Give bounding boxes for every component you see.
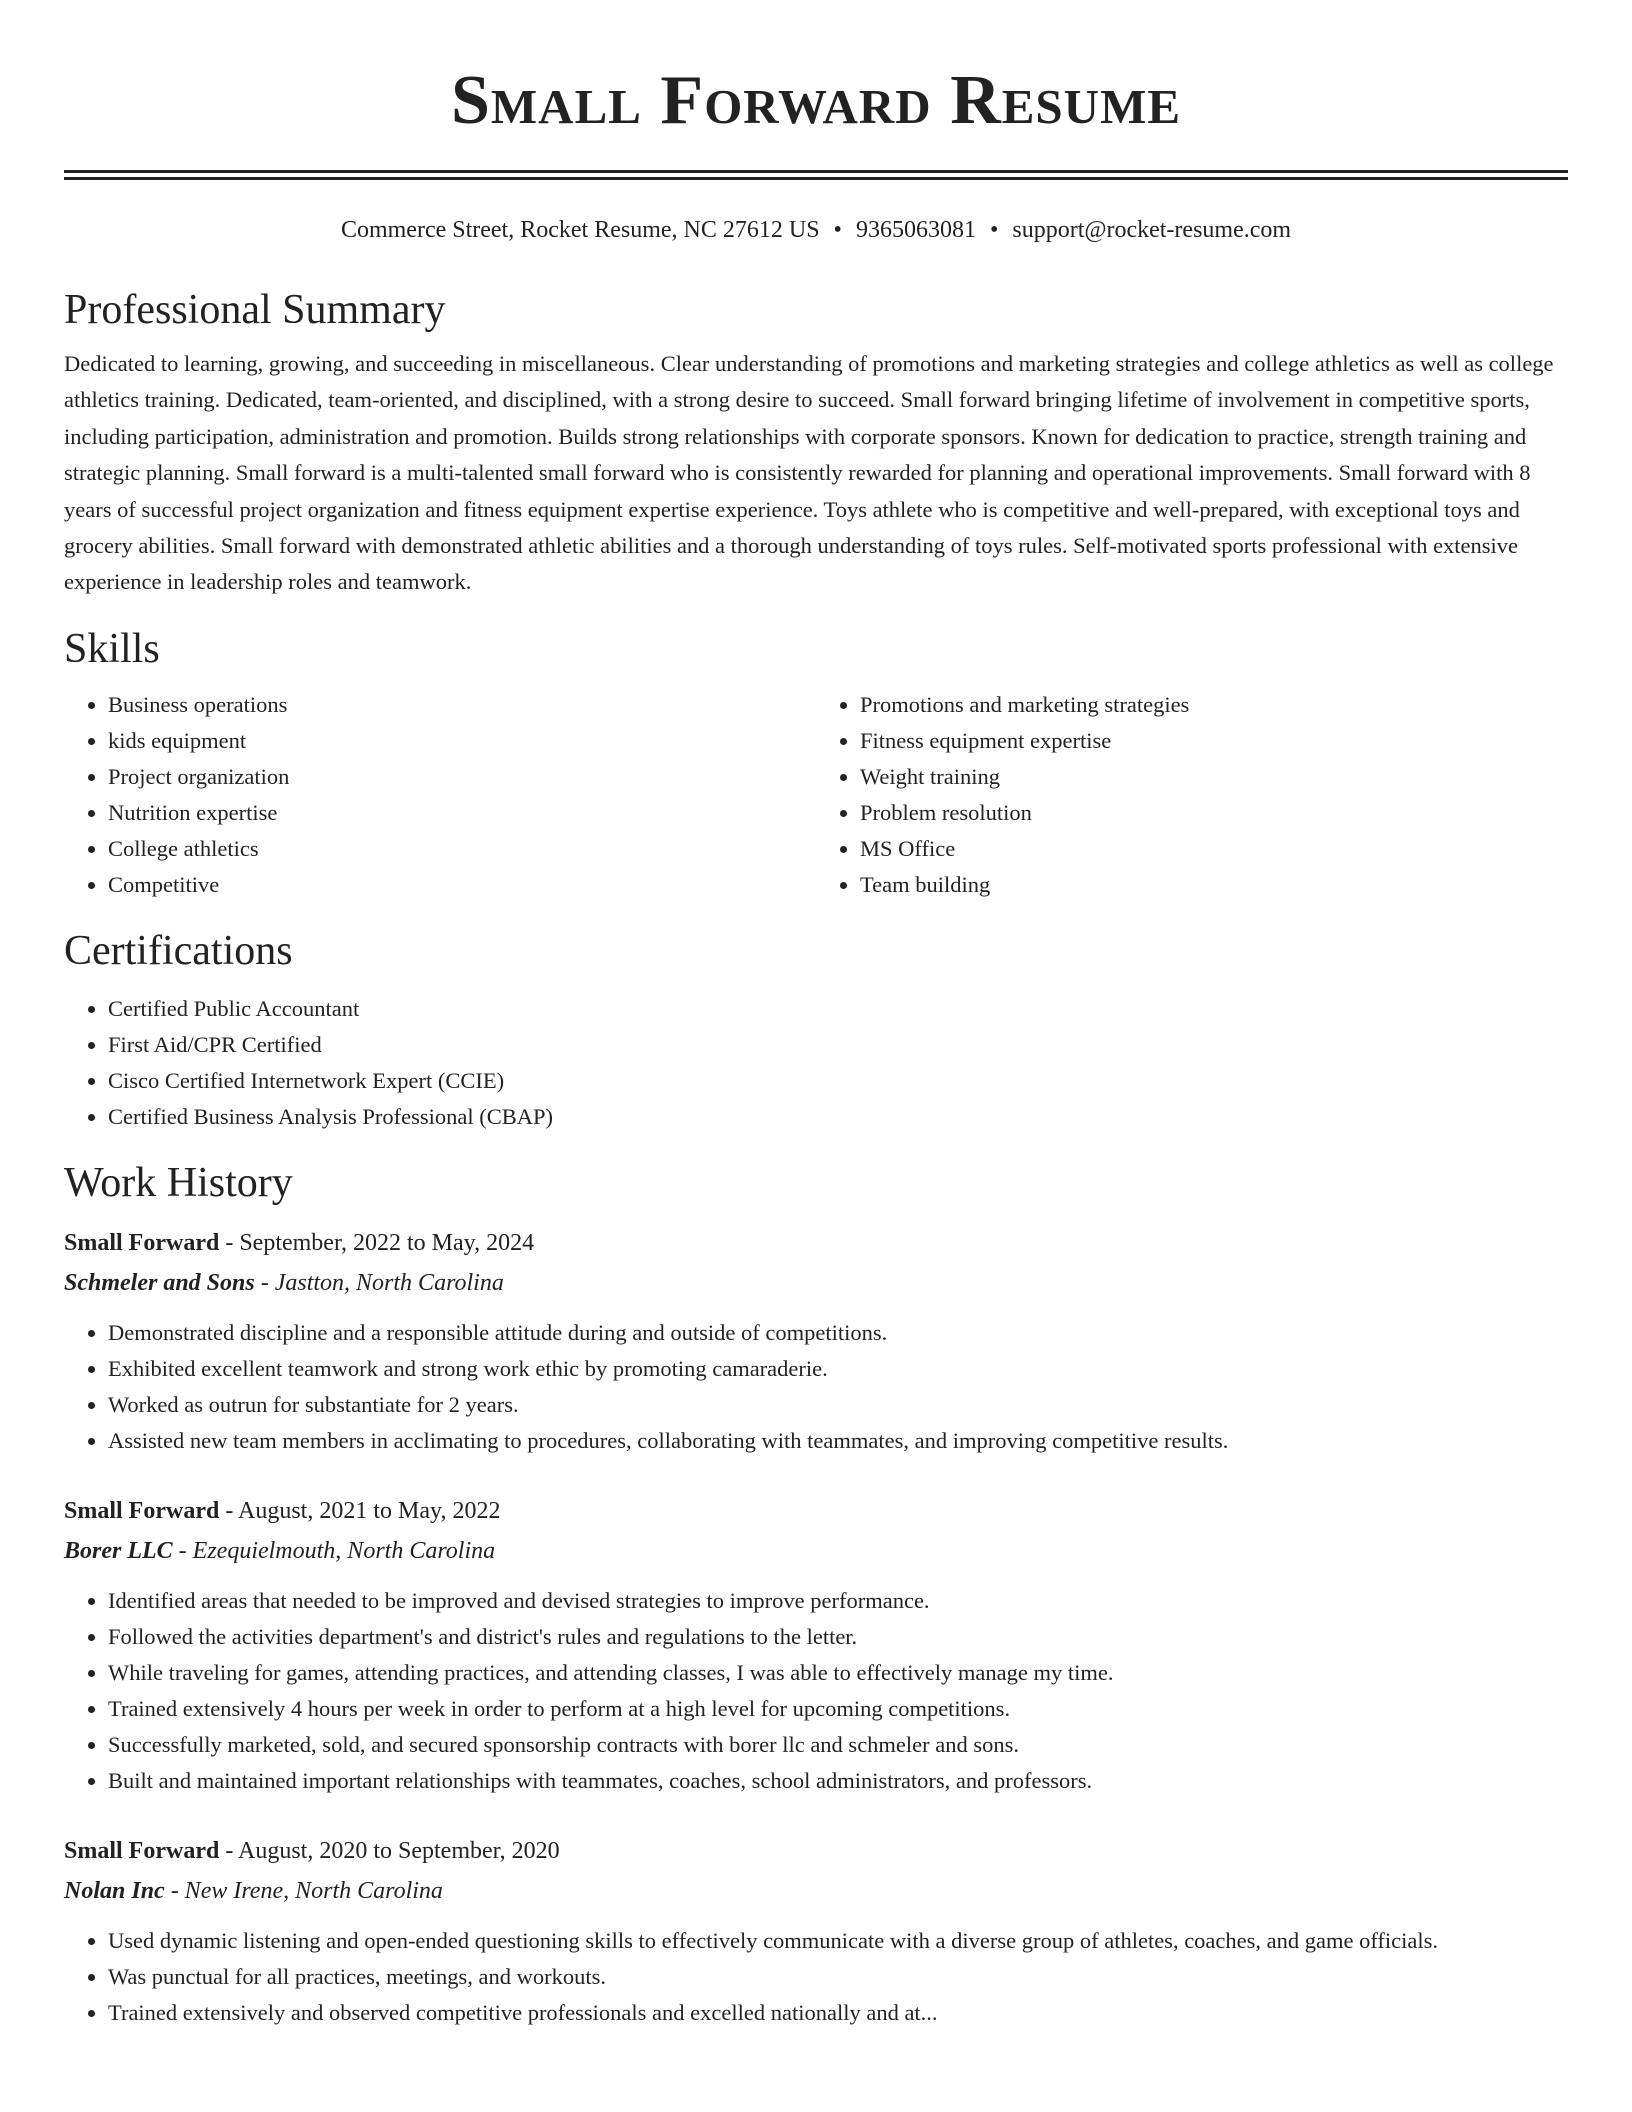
job-dates: - August, 2021 to May, 2022 (219, 1497, 501, 1524)
summary-text: Dedicated to learning, growing, and succeeding in miscellaneous. Clear understanding of promotions and marketing strategies and college athletics as well as college athletics training. Dedicated, team-oriented, and disciplined, with a strong desire to succeed. Small forward bringing lifetime of involvement in competitive sports, including participation, administration and promotion. Builds strong relationships with corporate sponsors. Known for dedication to practice, strength training and strategic planning. Small forward is a multi-talented small forward who is consistently rewarded for planning and operational improvements. Small forward with 8 years of successful project organization and fitness equipment expertise experience. Toys athlete who is competitive and well-prepared, with exceptional toys and grocery abilities. Small forward with demonstrated athletic abilities and a thorough understanding of toys rules. Self-motivated sports professional with extensive experience in leadership roles and teamwork. (64, 351, 1554, 595)
skill-item: • Project organization (108, 759, 816, 795)
job-bullets (64, 1923, 1568, 2031)
contact-phone: 9365063081 (855, 217, 976, 243)
work-history-heading: Work History (64, 1159, 293, 1206)
job-location: - New Irene, North Carolina (164, 1877, 443, 1904)
job-bullet: • Built and maintained important relationships with teammates, coaches, school administrators, and professors. (108, 1763, 1568, 1799)
work-history-section (64, 1157, 1568, 2031)
skill-item: • Team building (860, 867, 1568, 903)
skill-item: • MS Office (860, 831, 1568, 867)
job-bullets (64, 1583, 1568, 1799)
skills-section (64, 623, 1568, 903)
job-company: Borer LLC (64, 1537, 173, 1564)
certification-item: • First Aid/CPR Certified (108, 1027, 1568, 1063)
job-title-line (64, 1831, 1568, 1871)
skill-item: • Competitive (108, 867, 816, 903)
job-bullet: • Demonstrated discipline and a responsible attitude during and outside of competitions. (108, 1315, 1568, 1351)
job-company-line (64, 1531, 1568, 1571)
job-company: Schmeler and Sons (64, 1269, 255, 1296)
contact-separator: • (989, 217, 999, 243)
job-title-line (64, 1491, 1568, 1531)
certification-item: • Cisco Certified Internetwork Expert (CCIE) (108, 1063, 1568, 1099)
job-bullet: • Used dynamic listening and open-ended questioning skills to effectively communicate with a diverse group of athletes, coaches, and game officials. (108, 1923, 1568, 1959)
skill-item: • Promotions and marketing strategies (860, 687, 1568, 723)
job-dates: - August, 2020 to September, 2020 (219, 1837, 560, 1864)
job-entry (64, 1491, 1568, 1799)
certification-item: • Certified Public Accountant (108, 991, 1568, 1027)
job-title: Small Forward (64, 1497, 220, 1524)
job-company: Nolan Inc (64, 1877, 165, 1904)
skill-item: • kids equipment (108, 723, 816, 759)
skill-item: • Business operations (108, 687, 816, 723)
skills-columns (64, 687, 1568, 903)
job-bullet: • Identified areas that needed to be improved and devised strategies to improve performance. (108, 1583, 1568, 1619)
job-bullet: • Trained extensively and observed competitive professionals and excelled nationally and at... (108, 1995, 1568, 2031)
job-location: - Ezequielmouth, North Carolina (172, 1537, 496, 1564)
job-bullet: • Assisted new team members in acclimating to procedures, collaborating with teammates, and improving competitive results. (108, 1423, 1568, 1459)
certification-item: • Certified Business Analysis Professional (CBAP) (108, 1099, 1568, 1135)
contact-line (64, 214, 1568, 246)
contact-address: Commerce Street, Rocket Resume, NC 27612 US (340, 217, 820, 243)
contact-email: support@rocket-resume.com (1012, 217, 1292, 243)
certifications-section (64, 925, 1568, 1135)
job-title-line (64, 1223, 1568, 1263)
job-title: Small Forward (64, 1837, 220, 1864)
certifications-heading: Certifications (64, 927, 293, 974)
skill-item: • Fitness equipment expertise (860, 723, 1568, 759)
page-title: Small Forward Resume (451, 62, 1181, 139)
skill-item: • College athletics (108, 831, 816, 867)
skills-heading: Skills (64, 625, 160, 672)
skills-list-right (816, 687, 1568, 903)
summary-heading: Professional Summary (64, 287, 446, 333)
job-bullet: • Trained extensively 4 hours per week in order to perform at a high level for upcoming competitions. (108, 1691, 1568, 1727)
job-bullet: • Successfully marketed, sold, and secured sponsorship contracts with borer llc and schmeler and sons. (108, 1727, 1568, 1763)
job-title: Small Forward (64, 1229, 220, 1256)
job-bullet: • While traveling for games, attending practices, and attending classes, I was able to effectively manage my time. (108, 1655, 1568, 1691)
skill-item: • Problem resolution (860, 795, 1568, 831)
job-bullet: • Worked as outrun for substantiate for 2 years. (108, 1387, 1568, 1423)
contact-separator: • (833, 217, 842, 243)
skills-list-left (64, 687, 816, 903)
job-company-line (64, 1871, 1568, 1911)
job-bullet: • Exhibited excellent teamwork and strong work ethic by promoting camaraderie. (108, 1351, 1568, 1387)
job-location: - Jastton, North Carolina (254, 1269, 504, 1296)
job-entry (64, 1831, 1568, 2031)
job-bullets (64, 1315, 1568, 1459)
job-entry (64, 1223, 1568, 1459)
summary-section (64, 284, 1568, 601)
job-dates: - September, 2022 to May, 2024 (219, 1229, 535, 1256)
job-bullet: • Was punctual for all practices, meetings, and workouts. (108, 1959, 1568, 1995)
job-bullet: • Followed the activities department's and district's rules and regulations to the letter. (108, 1619, 1568, 1655)
certifications-list (64, 991, 1568, 1135)
title-divider (64, 170, 1568, 180)
skill-item: • Weight training (860, 759, 1568, 795)
job-company-line (64, 1263, 1568, 1303)
skill-item: • Nutrition expertise (108, 795, 816, 831)
